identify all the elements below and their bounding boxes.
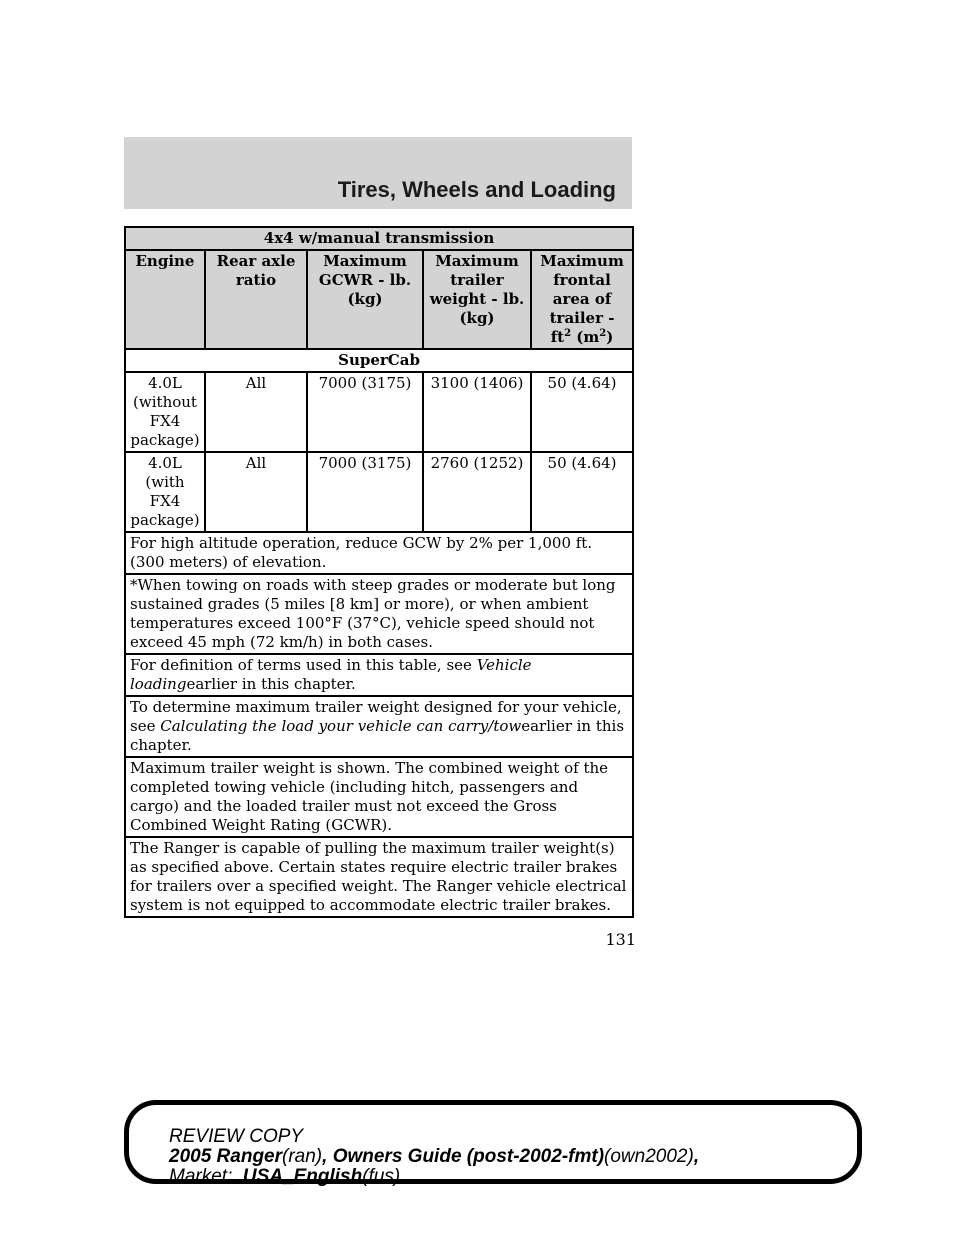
cell-axle: All: [205, 452, 307, 532]
cell-engine: 4.0L (with FX4 package): [125, 452, 205, 532]
table-row: [125, 372, 633, 452]
column-header-gcwr: Maximum GCWR - lb. (kg): [307, 250, 423, 349]
page-number: 131: [605, 930, 636, 949]
note-definition: For definition of terms used in this table, see Vehicle loadingearlier in this chapter.: [125, 654, 633, 696]
column-header-trailer: Maximum trailer weight - lb. (kg): [423, 250, 531, 349]
review-copy-label: REVIEW COPY: [169, 1126, 304, 1147]
frontal-area-unit: $ft^2$ $(m^2)$: [550, 328, 614, 346]
cell-axle: All: [205, 372, 307, 452]
column-header-axle: Rear axle ratio: [205, 250, 307, 349]
table-group-label: SuperCab: [125, 349, 633, 372]
footer-document-line: 2005 Ranger(ran), Owners Guide (post-2002-fmt)(own2002),: [169, 1146, 700, 1167]
frontal-area-label: Maximum frontal area of trailer -: [540, 252, 624, 327]
table-header-row: [125, 250, 633, 349]
cell-trailer: 3100 (1406): [423, 372, 531, 452]
section-title: Tires, Wheels and Loading: [337, 177, 616, 202]
reference-calculating-load: Calculating the load your vehicle can carry/tow: [160, 717, 522, 735]
note-grades: *When towing on roads with steep grades or moderate but long sustained grades (5 miles [8 km] or more), or when ambient temperatures exceed 100°F (37°C), vehicle speed should not exceed 45 mph (72 km/h) in both cases.: [125, 574, 633, 654]
reference-vehicle-loading: Vehicle loading: [130, 656, 532, 693]
note-combined-weight: Maximum trailer weight is shown. The combined weight of the completed towing vehicle (including hitch, passengers and cargo) and the loaded trailer must not exceed the Gross Combined Weight Rating (GCWR).: [125, 757, 633, 837]
footer-market-line: Market: USA_English(fus): [169, 1166, 401, 1187]
note-altitude: For high altitude operation, reduce GCW by 2% per 1,000 ft. (300 meters) of elevation.: [125, 532, 633, 574]
column-header-frontal-area: [531, 250, 633, 349]
section-header-band: [124, 137, 632, 209]
cell-gcwr: 7000 (3175): [307, 372, 423, 452]
cell-trailer: 2760 (1252): [423, 452, 531, 532]
note-ranger-capability: The Ranger is capable of pulling the maximum trailer weight(s) as specified above. Certain states require electric trailer brakes for trailers over a specified weight. The Ranger vehicle electrical system is not equipped to accommodate electric trailer brakes.: [125, 837, 633, 917]
note-determine: To determine maximum trailer weight designed for your vehicle, see Calculating the load your vehicle can carry/towearlier in this chapter.: [125, 696, 633, 757]
cell-frontal: 50 (4.64): [531, 452, 633, 532]
cell-frontal: 50 (4.64): [531, 372, 633, 452]
review-copy-footer: [124, 1100, 862, 1187]
cell-engine: 4.0L (without FX4 package): [125, 372, 205, 452]
towing-spec-table: [124, 226, 634, 918]
cell-gcwr: 7000 (3175): [307, 452, 423, 532]
column-header-engine: Engine: [125, 250, 205, 349]
table-row: [125, 452, 633, 532]
table-caption: 4x4 w/manual transmission: [125, 227, 633, 250]
